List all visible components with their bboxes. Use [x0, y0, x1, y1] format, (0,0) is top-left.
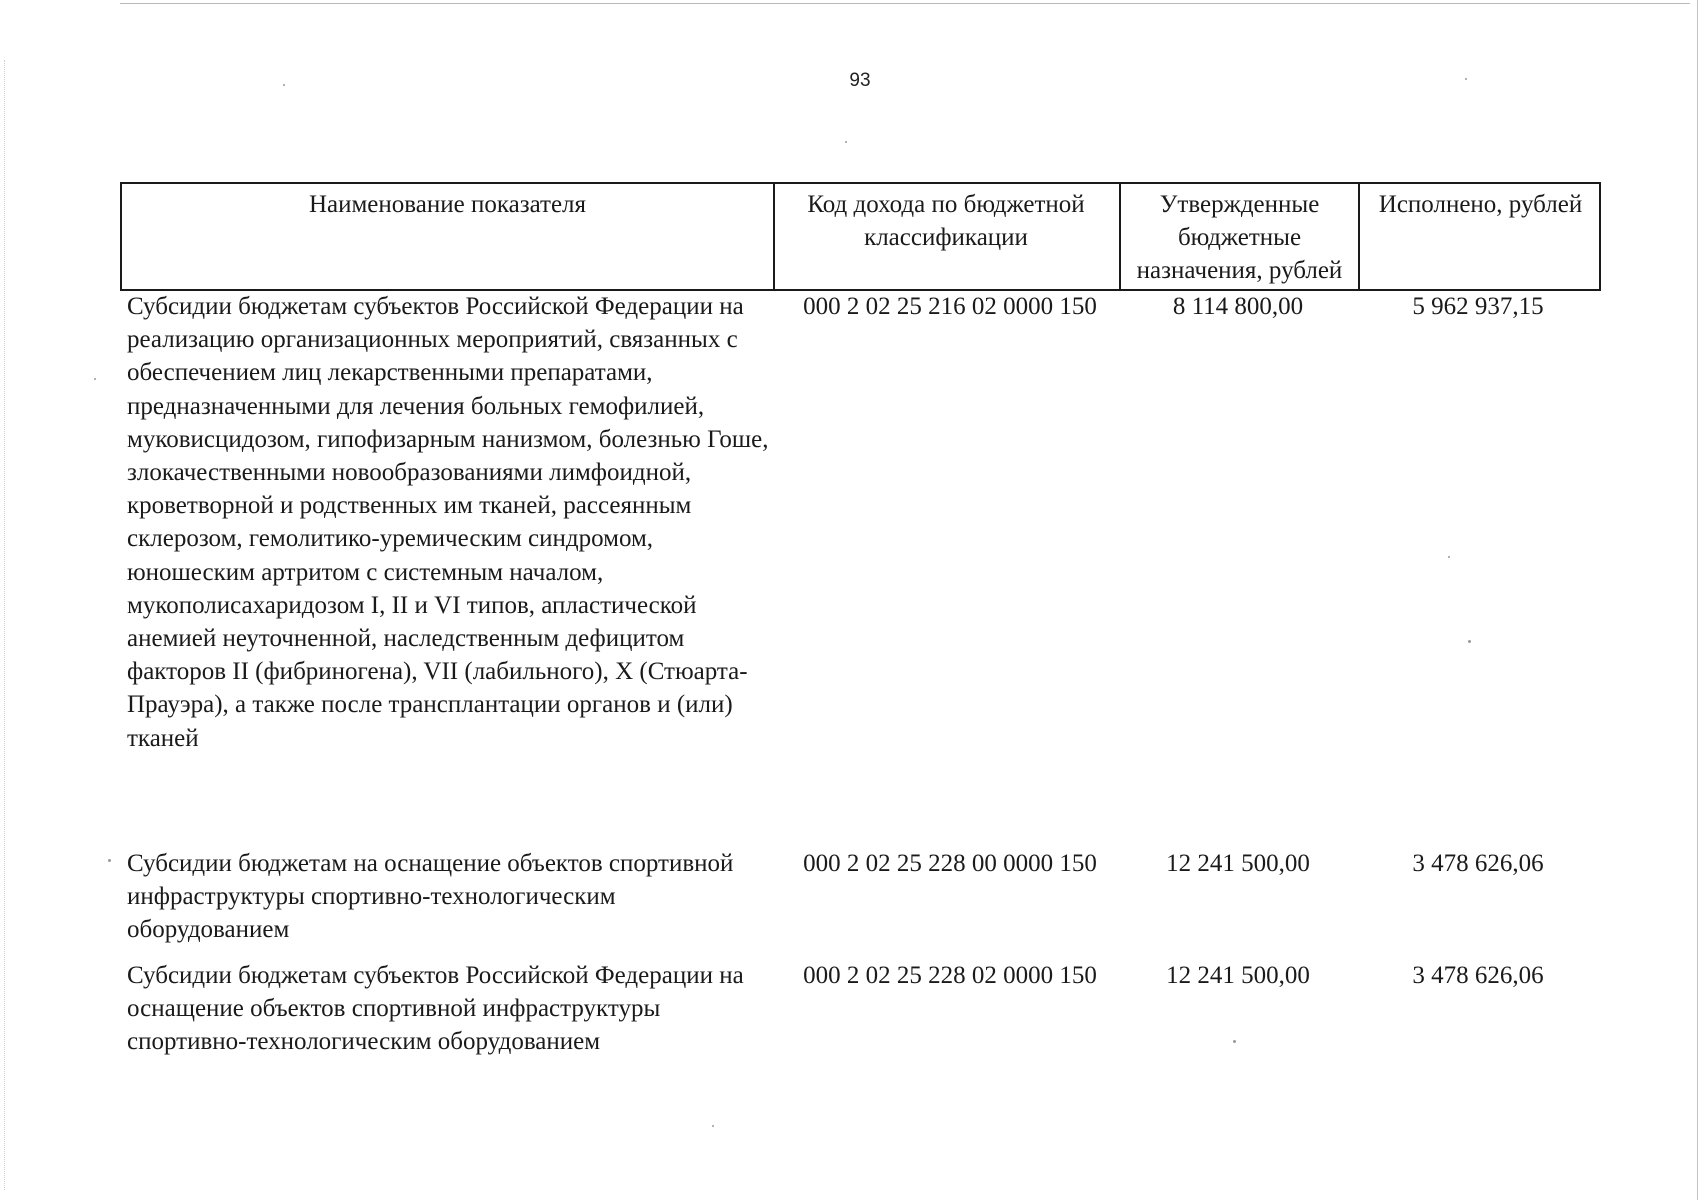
income-code: 000 2 02 25 216 02 0000 150: [803, 293, 1097, 320]
scan-edge-top: [120, 3, 1690, 4]
income-code: 000 2 02 25 228 02 0000 150: [803, 962, 1097, 989]
indicator-name: Субсидии бюджетам на оснащение объектов спортивной инфраструктуры спортивно-технологическим оборудованием: [127, 850, 734, 944]
approved-amount: 12 241 500,00: [1166, 850, 1310, 877]
header-approved: Утвержденные бюджетные назначения, рублей: [1136, 191, 1343, 284]
scan-speck: [1448, 556, 1450, 558]
approved-amount: 12 241 500,00: [1166, 962, 1310, 989]
scan-speck: [283, 84, 285, 86]
column-divider: [1358, 184, 1360, 289]
indicator-name: Субсидии бюджетам субъектов Российской Федерации на оснащение объектов спортивной инфраструктуры спортивно-технологическим оборудованием: [127, 962, 744, 1056]
column-divider: [773, 184, 775, 289]
page-number: 93: [849, 70, 871, 91]
scan-speck: [712, 1125, 714, 1127]
scan-edge-left: [4, 60, 5, 1190]
scan-edge-right: [1697, 0, 1698, 1200]
table-header: [120, 182, 1601, 291]
approved-amount: 8 114 800,00: [1172, 293, 1304, 320]
scan-speck: [1233, 1040, 1236, 1043]
executed-amount: 3 478 626,06: [1412, 850, 1544, 877]
indicator-name: Субсидии бюджетам субъектов Российской Федерации на реализацию организационных мероприятий, связанных с обеспечением лиц лекарственными препаратами, предназначенными для лечения больных гемофилией, муковисцидозом, гипофизарным нанизмом, болезнью Гоше, злокачественными новообразованиями лимфоидной, кроветворной и родственных им тканей, рассеянным склерозом, гемолитико-уремическим синдромом, юношеским артритом с системным началом, мукополисахаридозом I, II и VI типов, апластической анемией неуточненной, наследственным дефицитом факторов II (фибриногена), VII (лабильного), X (Стюарта-Прауэра), а также после трансплантации органов и (или) тканей: [127, 293, 769, 752]
header-income-code: Код дохода по бюджетной классификации: [807, 191, 1085, 251]
scan-speck: [94, 378, 96, 380]
income-code: 000 2 02 25 228 00 0000 150: [803, 850, 1097, 877]
column-divider: [1119, 184, 1121, 289]
executed-amount: 5 962 937,15: [1412, 293, 1544, 320]
executed-amount: 3 478 626,06: [1412, 962, 1544, 989]
scan-speck: [1468, 640, 1471, 643]
scan-speck: [845, 141, 847, 143]
scan-speck: [108, 859, 111, 862]
scan-speck: [1465, 78, 1467, 80]
header-executed: Исполнено, рублей: [1378, 191, 1583, 218]
header-indicator-name: Наименование показателя: [308, 191, 587, 218]
